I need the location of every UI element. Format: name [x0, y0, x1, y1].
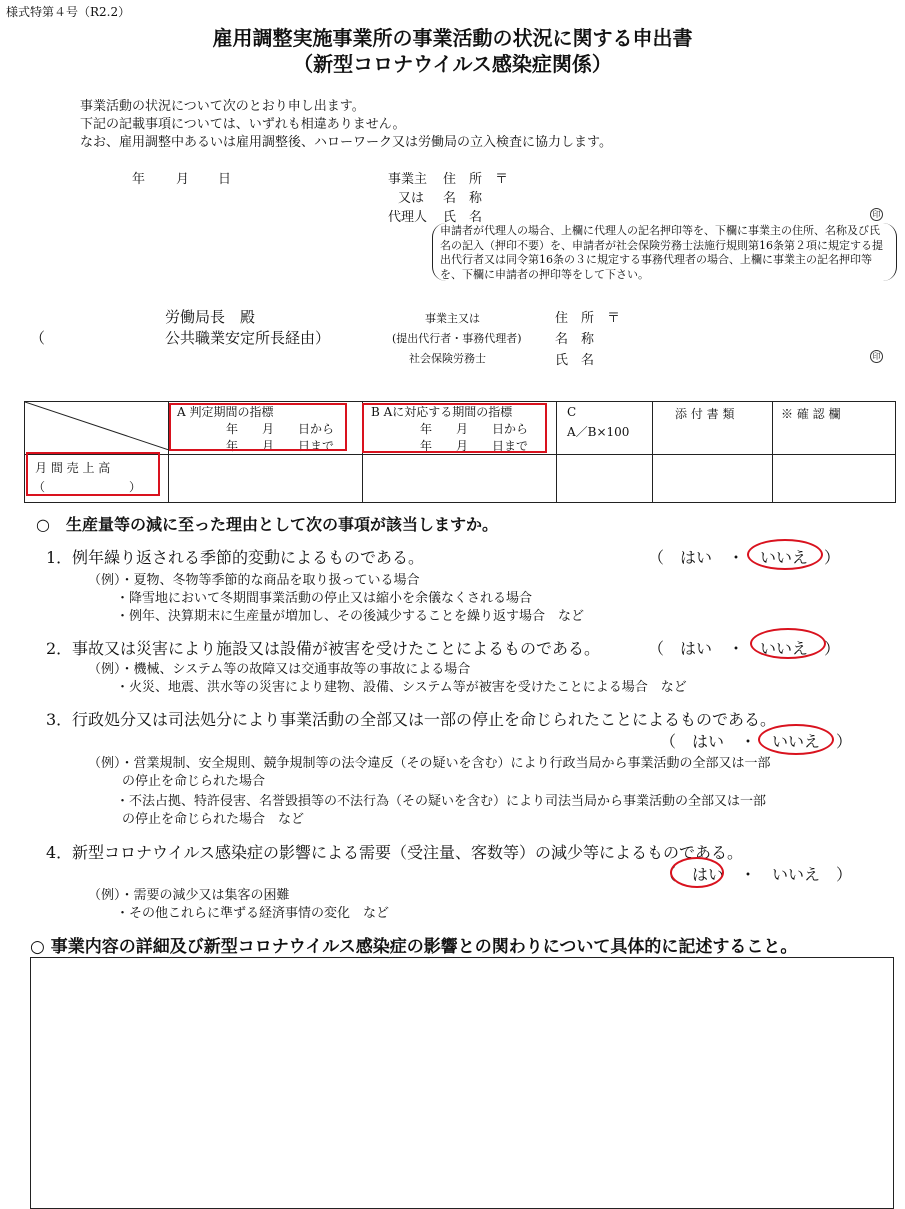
item-3-text: 行政処分又は司法処分により事業活動の全部又は一部の停止を命じられたことによるものである。 [72, 710, 777, 729]
item-3-question [46, 707, 776, 730]
intro-line-2: 下記の記載事項については、いずれも相違ありません。 [80, 117, 406, 132]
item-3-example-3: ・不法占拠、特許侵害、名誉毀損等の不法行為（その疑いを含む）により司法当局から事業活動の全部又は一部 [116, 794, 767, 809]
item-2-question [46, 636, 600, 659]
item-4-text: 新型コロナウイルス感染症の影響による需要（受注量、客数等）の減少等によるものである。 [72, 843, 744, 862]
date-month: 月 [176, 172, 190, 187]
addressee-via: 公共職業安定所長経由） [165, 329, 331, 347]
item-4-choice[interactable]: （ はい ・ いいえ ） [660, 865, 853, 884]
seal-mark-icon: 印 [870, 208, 883, 221]
form-number: 様式特第４号（R2.2） [6, 5, 131, 19]
col-confirm-value-cell [773, 455, 896, 503]
col-c-formula: A／B×100 [567, 425, 630, 439]
seal-mark-icon: 印 [870, 350, 883, 363]
col-confirm-title: ※ 確 認 欄 [781, 407, 841, 421]
col-a-title: A 判定期間の指標 [177, 405, 274, 419]
agent-label-3: 社会保険労務士 [409, 352, 486, 365]
item-3-number: 3． [46, 710, 73, 729]
highlight-box-b [362, 403, 547, 453]
item-2-selected-circle [750, 628, 826, 659]
description-textarea[interactable] [30, 957, 894, 1209]
addressee-paren: （ [30, 329, 46, 347]
page-title: 雇用調整実施事業所の事業活動の状況に関する申出書 [212, 26, 693, 50]
row-label: 月 間 売 上 高 [35, 461, 111, 475]
item-2-choice[interactable]: （ はい ・ いいえ ） [648, 639, 841, 658]
item-2-number: 2． [46, 639, 73, 658]
page-subtitle: （新型コロナウイルス感染症関係） [293, 52, 612, 76]
col-c-value-cell[interactable] [557, 455, 653, 503]
agent-label-2: (提出代行者・事務代理者) [392, 332, 522, 345]
item-1-example-3: ・例年、決算期末に生産量が増加し、その後減少することを繰り返す場合 など [116, 609, 585, 624]
date-year: 年 [132, 172, 146, 187]
section1-heading: ○ 生産量等の減に至った理由として次の事項が該当しますか。 [36, 515, 498, 534]
col-b-from: 年 月 日から [420, 422, 529, 436]
bracket-note: 申請者が代理人の場合、上欄に代理人の記名押印等を、下欄に事業主の住所、名称及び氏名の記入（押印不要）を、申請者が社会保険労務士法施行規則第16条第２項に規定する提出代行者又は同令第16条の３に規定する事務代理者の場合、上欄に事業主の記名押印等を、下欄に申請者の押印等をして下さい。 [440, 224, 883, 281]
employer-label: 事業主 [388, 172, 428, 187]
col-a-from: 年 月 日から [226, 422, 335, 436]
employer-name-label: 名 称 [443, 191, 483, 206]
col-docs-header [653, 402, 773, 455]
item-4-question [46, 840, 743, 863]
row-paren: （ ） [33, 480, 142, 494]
diagonal-header-cell [25, 402, 169, 455]
section2-heading: ○ 事業内容の詳細及び新型コロナウイルス感染症の影響との関わりについて具体的に記述すること。 [30, 937, 798, 957]
col-a-to: 年 月 日まで [226, 439, 335, 453]
highlight-box-a [169, 403, 347, 451]
diagonal-line [25, 402, 169, 450]
item-1-choice[interactable]: （ はい ・ いいえ ） [648, 548, 841, 567]
col-b-title: B Aに対応する期間の指標 [371, 405, 513, 419]
addressee-bureau: 労働局長 殿 [165, 308, 256, 326]
item-3-choice[interactable]: （ はい ・ いいえ ） [660, 732, 853, 751]
col-docs-title: 添 付 書 類 [675, 407, 735, 421]
item-4-example-1: （例）・需要の減少又は集客の困難 [88, 888, 290, 903]
agent-label-1: 事業主又は [425, 312, 480, 325]
employer-person-label: 氏 名 [443, 210, 483, 225]
col-a-value-cell[interactable] [169, 455, 363, 503]
agent-person-label: 氏 名 [555, 353, 595, 368]
item-4-selected-circle [670, 857, 724, 888]
col-confirm-header [773, 402, 896, 455]
item-4-example-2: ・その他これらに準ずる経済事情の変化 など [116, 906, 390, 921]
item-1-example-2: ・降雪地において冬期間事業活動の停止又は縮小を余儀なくされる場合 [116, 591, 533, 606]
intro-line-1: 事業活動の状況について次のとおり申し出ます。 [80, 99, 365, 114]
date-day: 日 [218, 172, 232, 187]
item-3-example-1: （例）・営業規制、安全規則、競争規制等の法令違反（その疑いを含む）により行政当局から事業活動の全部又は一部 [88, 756, 771, 771]
item-3-example-2: の停止を命じられた場合 [122, 774, 266, 789]
item-1-question [46, 545, 424, 568]
employer-or-label: 又は [398, 191, 425, 206]
item-2-example-1: （例）・機械、システム等の故障又は交通事故等の事故による場合 [88, 662, 471, 677]
col-docs-value-cell[interactable] [653, 455, 773, 503]
highlight-box-row [26, 452, 160, 496]
item-1-text: 例年繰り返される季節的変動によるものである。 [72, 548, 425, 567]
col-b-value-cell[interactable] [363, 455, 557, 503]
item-3-example-4: の停止を命じられた場合 など [122, 812, 305, 827]
item-4-number: 4． [46, 843, 73, 862]
agent-label: 代理人 [388, 210, 428, 225]
item-2-text: 事故又は災害により施設又は設備が被害を受けたことによるものである。 [72, 639, 601, 658]
item-1-example-1: （例）・夏物、冬物等季節的な商品を取り扱っている場合 [88, 573, 420, 588]
item-3-selected-circle [758, 724, 834, 755]
item-1-number: 1． [46, 548, 73, 567]
col-c-header [557, 402, 653, 455]
agent-address-label: 住 所 〒 [555, 311, 621, 326]
employer-address-label: 住 所 〒 [443, 172, 509, 187]
agent-name-label: 名 称 [555, 332, 595, 347]
item-2-example-2: ・火災、地震、洪水等の災害により建物、設備、システム等が被害を受けたことによる場合 など [116, 680, 687, 695]
intro-line-3: なお、雇用調整中あるいは雇用調整後、ハローワーク又は労働局の立入検査に協力します。 [80, 135, 612, 150]
item-1-selected-circle [747, 539, 823, 570]
col-b-to: 年 月 日まで [420, 439, 529, 453]
col-c-title: C [567, 405, 577, 419]
